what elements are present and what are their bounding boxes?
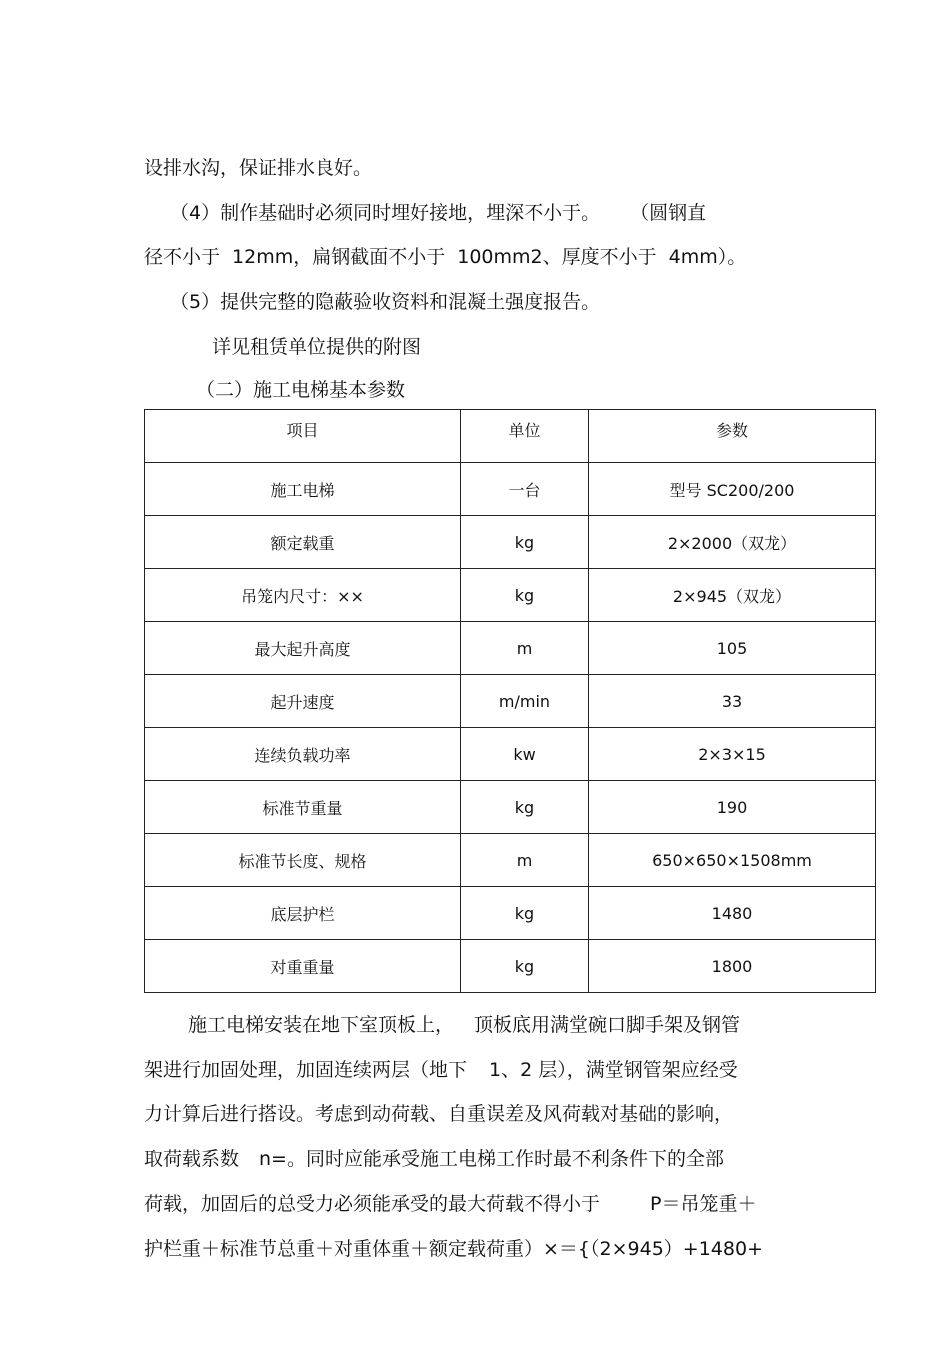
text-segment: 1、2 层），满堂钢管架应经受 [489, 1059, 738, 1081]
table-cell: 额定载重 [145, 516, 461, 569]
table-row [145, 622, 876, 675]
section-heading [196, 378, 405, 402]
paragraph-line [144, 1058, 738, 1082]
paragraph-line [144, 1147, 724, 1171]
table-cell: kg [461, 887, 589, 940]
table-cell: 2×2000（双龙） [589, 516, 876, 569]
table-cell: 2×3×15 [589, 728, 876, 781]
table-cell: 标准节长度、规格 [145, 834, 461, 887]
table-cell: m [461, 834, 589, 887]
table-row [145, 516, 876, 569]
text-segment: 架进行加固处理，加固连续两层（地下 [144, 1059, 468, 1081]
table-row [145, 675, 876, 728]
paragraph-line [144, 1192, 756, 1216]
table-cell: 标准节重量 [145, 781, 461, 834]
table-cell: m/min [461, 675, 589, 728]
text-segment: ）。 [717, 246, 747, 268]
table-row [145, 569, 876, 622]
text-segment: ，扁钢截面不小于 [293, 246, 446, 268]
table-cell: 一台 [461, 463, 589, 516]
table-cell: 起升速度 [145, 675, 461, 728]
table-cell: 1480 [589, 887, 876, 940]
parameters-table [144, 409, 876, 993]
table-cell: kg [461, 940, 589, 993]
paragraph-line [170, 290, 600, 314]
text-segment: 设排水沟，保证排水良好。 [144, 157, 373, 179]
table-header-row [145, 410, 876, 463]
table-cell: 连续负载功率 [145, 728, 461, 781]
text-segment: 施工电梯安装在地下室顶板上， [188, 1014, 455, 1036]
table-cell: 650×650×1508mm [589, 834, 876, 887]
table-cell: 吊笼内尺寸：×× [145, 569, 461, 622]
table-cell: 33 [589, 675, 876, 728]
table-cell: 底层护栏 [145, 887, 461, 940]
table-cell: 最大起升高度 [145, 622, 461, 675]
text-segment: 护栏重＋标准节总重＋对重体重＋额定载荷重）×＝{（2×945）+1480+ [144, 1238, 763, 1260]
paragraph-line [212, 335, 421, 359]
table-cell: 施工电梯 [145, 463, 461, 516]
table-row [145, 940, 876, 993]
table-cell: kg [461, 569, 589, 622]
paragraph-line [144, 156, 372, 180]
paragraph-line [144, 245, 746, 269]
table-header-cell: 参数 [589, 410, 876, 463]
table-cell: kw [461, 728, 589, 781]
table-row [145, 887, 876, 940]
text-segment: （4）制作基础时必须同时埋好接地，埋深不小于。 [170, 202, 601, 224]
text-segment: （圆钢直 [630, 202, 707, 224]
text-segment: 荷载，加固后的总受力必须能承受的最大荷载不得小于 [144, 1193, 601, 1215]
table-row [145, 781, 876, 834]
text-segment: 、厚度不小于 [542, 246, 657, 268]
table-cell: m [461, 622, 589, 675]
table-row [145, 463, 876, 516]
text-segment: 力计算后进行搭设。考虑到动荷载、自重误差及风荷载对基础的影响， [144, 1103, 734, 1125]
table-cell: kg [461, 781, 589, 834]
table-cell: 型号 SC200/200 [589, 463, 876, 516]
text-segment: （5）提供完整的隐蔽验收资料和混凝土强度报告。 [170, 291, 601, 313]
text-segment: 12mm [232, 246, 294, 268]
text-segment: 顶板底用满堂碗口脚手架及钢管 [474, 1014, 741, 1036]
table-cell: 190 [589, 781, 876, 834]
table-cell: 1800 [589, 940, 876, 993]
text-segment: 径不小于 [144, 246, 221, 268]
table-cell: kg [461, 516, 589, 569]
table-header-cell: 项目 [145, 410, 461, 463]
table-cell: 对重重量 [145, 940, 461, 993]
table-header-cell: 单位 [461, 410, 589, 463]
text-segment: 详见租赁单位提供的附图 [212, 336, 422, 358]
table-cell: 105 [589, 622, 876, 675]
paragraph-line [170, 201, 706, 225]
paragraph-line [144, 1102, 733, 1126]
table-row [145, 834, 876, 887]
text-segment: （二）施工电梯基本参数 [196, 379, 406, 401]
text-segment: 取荷载系数 [144, 1148, 240, 1170]
table-row [145, 728, 876, 781]
text-segment: 100mm2 [457, 246, 543, 268]
paragraph-line [144, 1237, 763, 1261]
paragraph-line [188, 1013, 740, 1037]
text-segment: P＝吊笼重＋ [650, 1193, 757, 1215]
text-segment: 4mm [668, 246, 718, 268]
text-segment: n=。同时应能承受施工电梯工作时最不利条件下的全部 [259, 1148, 724, 1170]
table-cell: 2×945（双龙） [589, 569, 876, 622]
